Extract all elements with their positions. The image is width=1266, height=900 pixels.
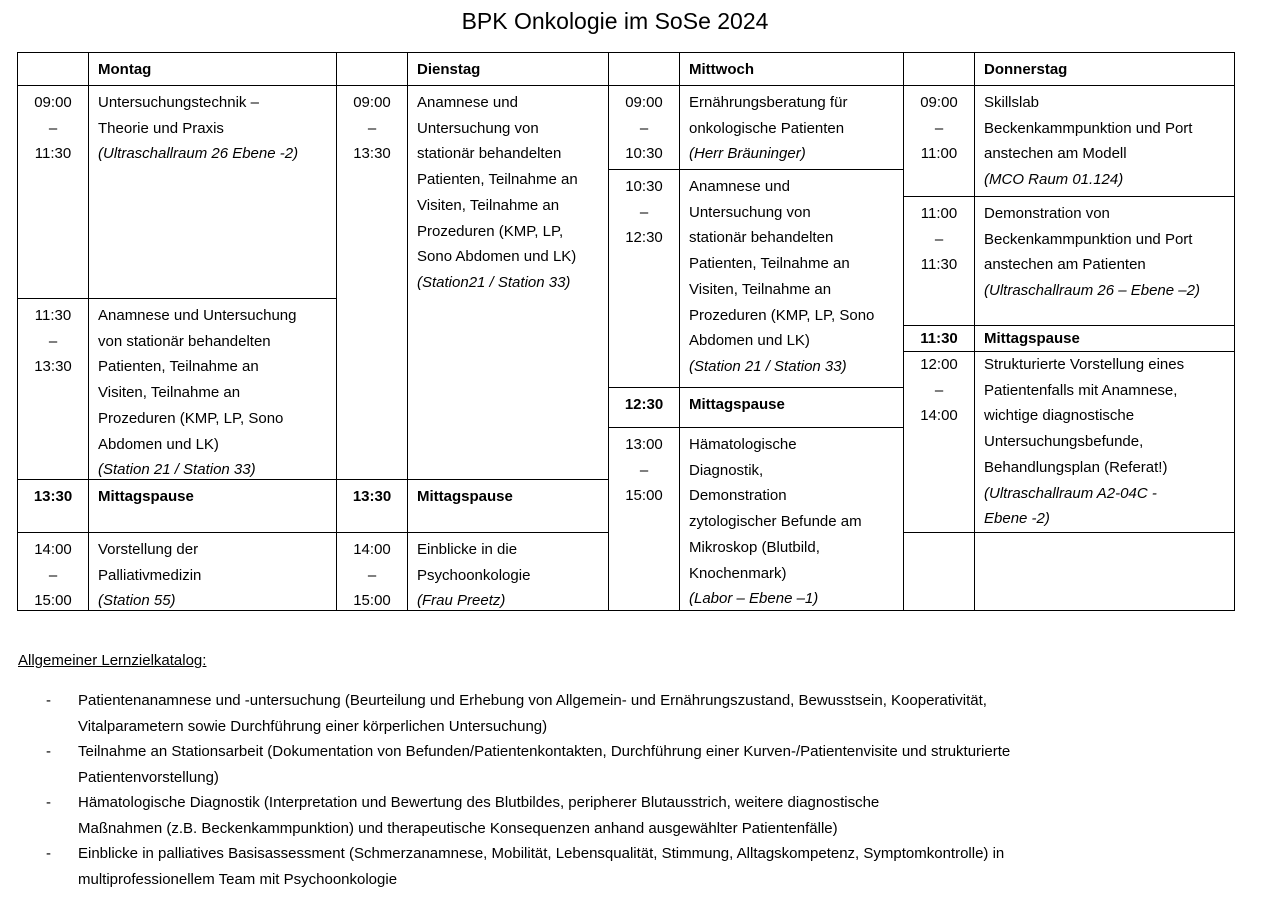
session-text: stationär behandelten [417, 145, 562, 163]
time-end: 11:30 [34, 145, 72, 163]
list-dash: - [46, 743, 51, 760]
session-text: zytologischer Befunde am [689, 513, 862, 531]
session-text: Untersuchungstechnik – [98, 94, 259, 111]
session-location: (Station 21 / Station 33) [98, 461, 256, 479]
catalog-text: Teilnahme an Stationsarbeit (Dokumentation von Befunden/Patientenkontakten, Durchführung einer Kurven-/Patientenvisite und strukturierte [78, 743, 1011, 760]
session-cell [88, 85, 337, 299]
session-text: stationär behandelten [689, 229, 834, 247]
time-cell [903, 85, 975, 197]
session-text: Beckenkammpunktion und Port [984, 230, 1193, 248]
catalog-item [0, 841, 1240, 892]
session-text: Demonstration [689, 487, 787, 505]
session-location: (Frau Preetz) [417, 592, 506, 610]
time-dash: – [639, 119, 649, 137]
time-end: 11:00 [920, 145, 958, 163]
empty-time-cell [903, 532, 975, 611]
session-text: wichtige diagnostische [984, 407, 1135, 425]
header-time-cell-mon [17, 52, 89, 86]
session-text: Untersuchungsbefunde, [984, 433, 1144, 451]
time-end: 13:30 [353, 145, 391, 163]
time-cell [608, 169, 680, 388]
session-cell [407, 85, 609, 480]
session-text: anstechen am Patienten [984, 256, 1146, 274]
time-dash: – [639, 203, 649, 221]
time-end: 14:00 [920, 407, 958, 425]
session-cell [974, 196, 1235, 326]
session-location: (Herr Bräuninger) [689, 145, 806, 163]
time-start: 10:30 [625, 178, 663, 195]
break-time-cell: 13:30 [17, 479, 89, 533]
time-start: 14:00 [353, 541, 391, 558]
session-text: Patienten, Teilnahme an [689, 255, 850, 273]
header-time-cell-wed [608, 52, 680, 86]
session-text: Demonstration von [984, 205, 1110, 222]
catalog-text: Maßnahmen (z.B. Beckenkammpunktion) und therapeutische Konsequenzen anhand ausgewählter Patientenfälle) [78, 819, 838, 837]
time-start: 09:00 [34, 94, 72, 111]
session-text: Patienten, Teilnahme an [98, 358, 259, 376]
time-cell [17, 298, 89, 480]
time-dash: – [48, 566, 58, 584]
catalog-text: Einblicke in palliatives Basisassessment (Schmerzanamnese, Mobilität, Lebensqualität, Stimmung, Alltagskompetenz, Symptomkontrolle) in [78, 845, 1005, 862]
session-location: Ebene -2) [984, 510, 1050, 528]
session-text: Untersuchung von [417, 119, 539, 137]
catalog-item [0, 688, 1240, 739]
time-cell [336, 85, 408, 480]
session-location: (MCO Raum 01.124) [984, 171, 1124, 189]
session-text: Patientenfalls mit Anamnese, [984, 381, 1178, 399]
session-text: anstechen am Modell [984, 145, 1127, 163]
break-time-cell: 12:30 [608, 387, 680, 428]
session-text: Psychoonkologie [417, 566, 531, 584]
day-header-thursday: Donnerstag [974, 52, 1235, 86]
time-end: 15:00 [34, 592, 72, 610]
session-cell [407, 532, 609, 611]
time-end: 10:30 [625, 145, 663, 163]
session-cell [974, 85, 1235, 197]
catalog-item [0, 790, 1240, 841]
catalog-text: multiprofessionellem Team mit Psychoonkologie [78, 870, 398, 888]
session-location: (Ultraschallraum A2-04C - [984, 484, 1157, 502]
time-dash: – [367, 566, 377, 584]
catalog-title: Allgemeiner Lernzielkatalog: [18, 652, 207, 669]
session-text: Abdomen und LK) [689, 332, 810, 350]
time-dash: – [639, 461, 649, 479]
time-dash: – [48, 332, 58, 350]
session-text: Anamnese und [417, 94, 518, 111]
time-dash: – [367, 119, 377, 137]
time-start: 12:00 [920, 356, 958, 373]
time-start: 13:00 [625, 436, 663, 453]
session-location: (Ultraschallraum 26 Ebene -2) [98, 145, 299, 163]
time-cell [608, 427, 680, 611]
session-cell [974, 351, 1235, 533]
catalog-text: Hämatologische Diagnostik (Interpretation und Bewertung des Blutbildes, peripherer Blutausstrich, weitere diagnostische [78, 794, 880, 811]
session-cell [679, 169, 904, 388]
list-dash: - [46, 794, 51, 811]
session-text: Untersuchung von [689, 203, 811, 221]
session-text: Visiten, Teilnahme an [98, 384, 241, 402]
time-start: 14:00 [34, 541, 72, 558]
catalog-list [0, 688, 1240, 892]
session-text: Vorstellung der [98, 541, 199, 558]
session-text: Prozeduren (KMP, LP, Sono [689, 306, 875, 324]
session-cell [679, 85, 904, 170]
break-cell: Mittagspause [407, 479, 609, 533]
session-text: Visiten, Teilnahme an [417, 196, 560, 214]
time-end: 13:30 [34, 358, 72, 376]
time-cell [17, 85, 89, 299]
session-cell [88, 532, 337, 611]
time-dash: – [934, 230, 944, 248]
session-text: Diagnostik, [689, 461, 764, 479]
session-text: Ernährungsberatung für [689, 94, 848, 111]
session-text: Einblicke in die [417, 541, 518, 558]
list-dash: - [46, 845, 51, 862]
time-cell [336, 532, 408, 611]
time-dash: – [934, 119, 944, 137]
day-header-tuesday: Dienstag [407, 52, 609, 86]
session-text: Visiten, Teilnahme an [689, 280, 832, 298]
day-header-wednesday: Mittwoch [679, 52, 904, 86]
time-start: 09:00 [625, 94, 663, 111]
session-location: (Station21 / Station 33) [417, 273, 571, 291]
time-cell [903, 196, 975, 326]
list-dash: - [46, 692, 51, 709]
page-title: BPK Onkologie im SoSe 2024 [461, 8, 769, 34]
time-cell [17, 532, 89, 611]
catalog-text: Patientenanamnese und -untersuchung (Beurteilung und Erhebung von Allgemein- und Ernährungszustand, Bewusstsein, Kooperativität, [78, 692, 987, 709]
session-text: Patienten, Teilnahme an [417, 171, 578, 189]
session-text: von stationär behandelten [98, 332, 271, 350]
time-start: 11:00 [920, 205, 958, 222]
session-location: (Labor – Ebene –1) [689, 590, 819, 608]
day-header-monday: Montag [88, 52, 337, 86]
empty-session-cell [974, 532, 1235, 611]
session-text: Knochenmark) [689, 564, 787, 582]
session-text: Abdomen und LK) [98, 435, 219, 453]
time-dash: – [48, 119, 58, 137]
time-end: 15:00 [625, 487, 663, 505]
break-cell: Mittagspause [679, 387, 904, 428]
break-time-cell: 11:30 [903, 325, 975, 352]
session-cell [88, 298, 337, 480]
session-text: Prozeduren (KMP, LP, Sono [98, 409, 284, 427]
break-cell: Mittagspause [88, 479, 337, 533]
time-start: 09:00 [920, 94, 958, 111]
time-end: 11:30 [920, 256, 958, 274]
time-start: 09:00 [353, 94, 391, 111]
header-time-cell-thu [903, 52, 975, 86]
session-text: Mikroskop (Blutbild, [689, 538, 820, 556]
catalog-text: Patientenvorstellung) [78, 768, 219, 786]
session-text: Skillslab [984, 94, 1040, 111]
session-text: Theorie und Praxis [98, 119, 224, 137]
time-start: 11:30 [34, 307, 72, 324]
time-dash: – [934, 381, 944, 399]
session-location: (Station 55) [98, 592, 176, 610]
session-text: onkologische Patienten [689, 119, 845, 137]
session-text: Prozeduren (KMP, LP, [417, 222, 564, 240]
session-text: Anamnese und Untersuchung [98, 307, 297, 324]
session-text: Strukturierte Vorstellung eines [984, 356, 1185, 373]
session-location: (Ultraschallraum 26 – Ebene –2) [984, 282, 1200, 300]
time-end: 15:00 [353, 592, 391, 610]
session-text: Sono Abdomen und LK) [417, 248, 577, 266]
session-cell [679, 427, 904, 611]
header-time-cell-tue [336, 52, 408, 86]
catalog-item [0, 739, 1240, 790]
session-text: Anamnese und [689, 178, 790, 195]
session-location: (Station 21 / Station 33) [689, 357, 847, 375]
session-text: Hämatologische [689, 436, 797, 453]
catalog-text: Vitalparametern sowie Durchführung einer körperlichen Untersuchung) [78, 717, 548, 735]
break-cell: Mittagspause [974, 325, 1235, 352]
break-time-cell: 13:30 [336, 479, 408, 533]
session-text: Beckenkammpunktion und Port [984, 119, 1193, 137]
time-end: 12:30 [625, 229, 663, 247]
session-text: Behandlungsplan (Referat!) [984, 458, 1168, 476]
session-text: Palliativmedizin [98, 566, 202, 584]
time-cell [903, 351, 975, 533]
time-cell [608, 85, 680, 170]
